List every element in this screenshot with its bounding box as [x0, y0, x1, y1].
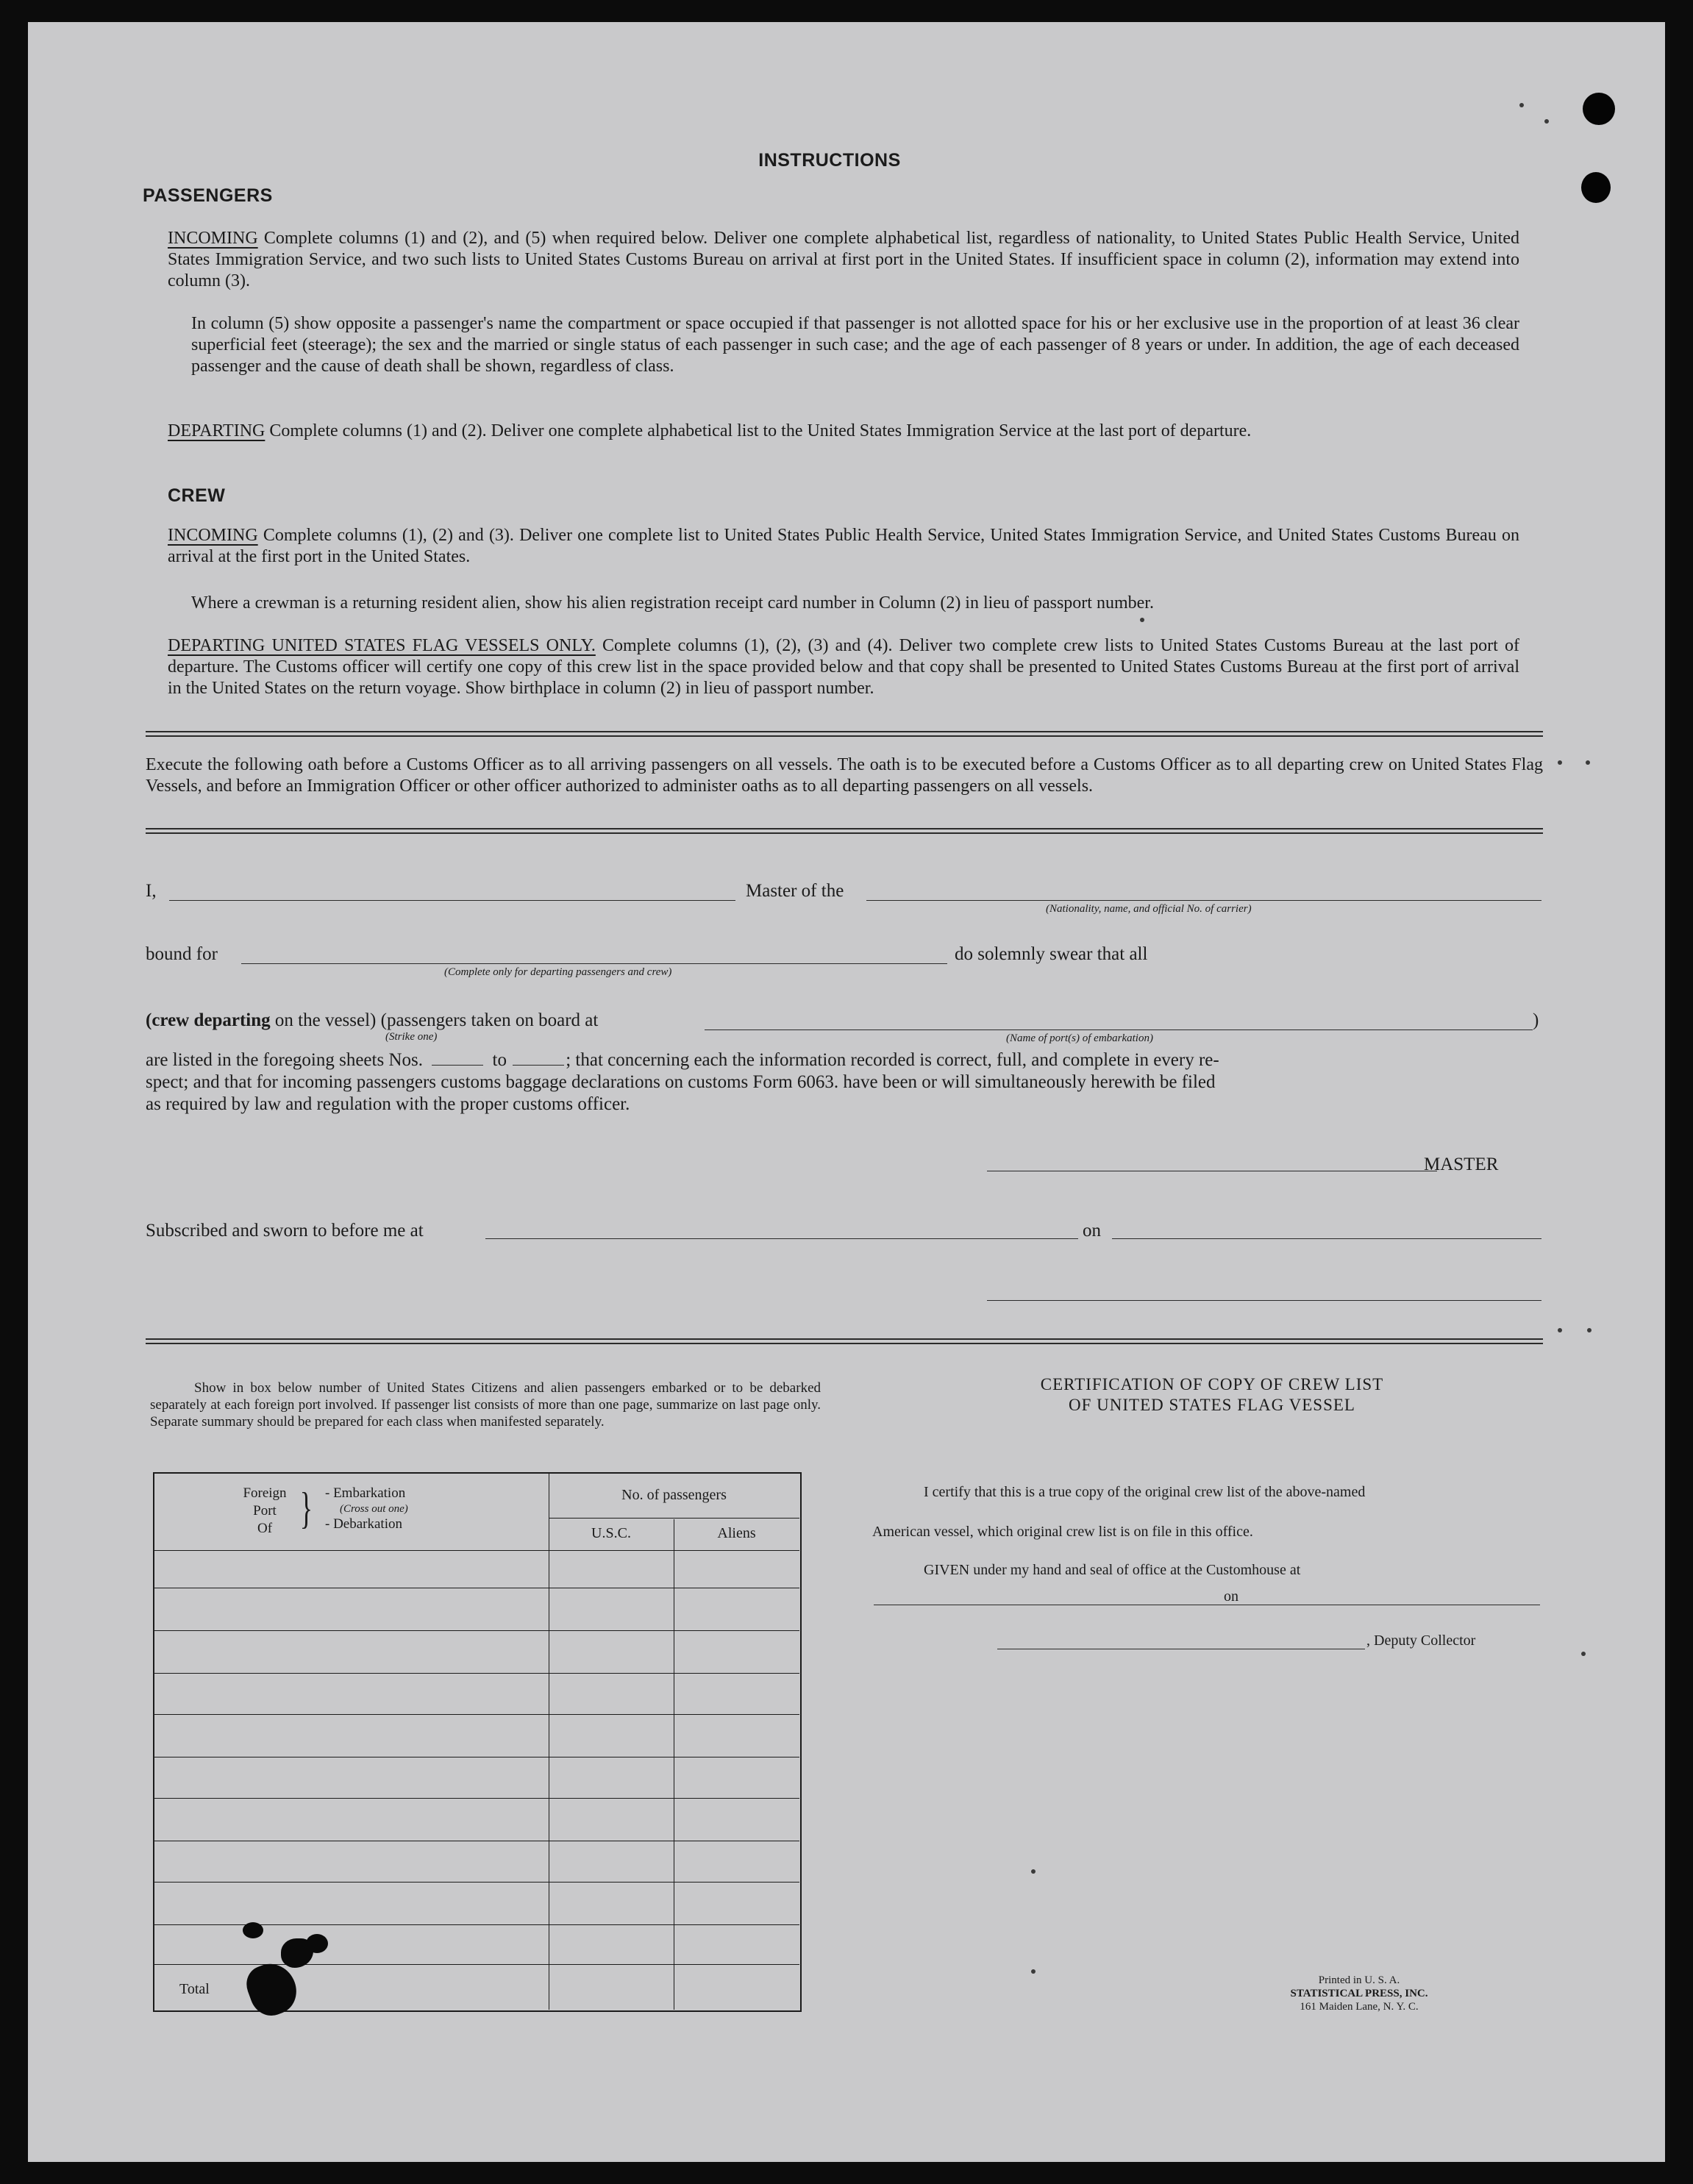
bound-for-label: bound for: [146, 944, 218, 964]
subscribed-on-label: on: [1083, 1221, 1101, 1241]
speck: [1031, 1969, 1036, 1974]
incoming-text: Complete columns (1) and (2), and (5) when required below. Deliver one complete alphabetical list, regardless of nationality, to United States Public Health Service, United States Immigration Service, and two such lists to United States Customs Bureau on arrival at first port in the United States. If insufficient space in column (2), information may extend into column (3).: [168, 229, 1519, 290]
departing-label: DEPARTING: [168, 421, 265, 440]
embarkation-port-field[interactable]: [705, 1029, 1533, 1030]
crew-incoming-text: Complete columns (1), (2) and (3). Deliver one complete list to United States Public Health Service, United States Immigration Service, and United States Customs Bureau on arrival at the first port in the United States.: [168, 526, 1520, 566]
total-label: Total: [179, 1981, 210, 1997]
table-row[interactable]: [154, 1674, 799, 1715]
incoming-label: INCOMING: [168, 229, 258, 248]
certify-text-1: I certify that this is a true copy of the original crew list of the above-named: [924, 1484, 1366, 1500]
table-row[interactable]: [154, 1550, 799, 1588]
speck: [1558, 1328, 1562, 1332]
certification-title-2: OF UNITED STATES FLAG VESSEL: [1069, 1396, 1355, 1414]
table-row[interactable]: [154, 1631, 799, 1674]
no-of-passengers-header: No. of passengers: [621, 1487, 727, 1503]
embarkation-label: - Embarkation: [325, 1485, 406, 1501]
strike-one-caption: (Strike one): [385, 1031, 438, 1043]
speck: [1544, 119, 1549, 124]
listed-to-label: to: [492, 1050, 507, 1070]
sheet-from-field[interactable]: [432, 1065, 483, 1066]
subscribed-date-field[interactable]: [1112, 1238, 1541, 1239]
of-label: Of: [257, 1521, 273, 1536]
punch-hole-top: [1583, 93, 1615, 125]
ink-blot: [306, 1934, 328, 1953]
table-row[interactable]: [154, 1757, 799, 1799]
subscribed-label: Subscribed and sworn to before me at: [146, 1221, 424, 1241]
crew-departing-label: DEPARTING UNITED STATES FLAG VESSELS ONLY.: [168, 636, 596, 655]
passengers-column5-text: In column (5) show opposite a passenger's name the compartment or space occupied if that passenger is not allotted space for his or her exclusive use in the proportion of at least 36 clear superficial feet (steerage); the sex and the married or single status of each passenger in such case; and the age of each passenger of 8 years or under. In addition, the age of each deceased passenger and the cause of death shall be shown, regardless of class.: [191, 314, 1519, 376]
port-label: Port: [253, 1503, 277, 1519]
listed-line-3: spect; and that for incoming passengers customs baggage declarations on customs Form 6063. have been or will simultaneously herewith be filed: [146, 1072, 1216, 1092]
table-row[interactable]: [154, 1841, 799, 1883]
master-of-the-label: Master of the: [746, 881, 844, 901]
carrier-caption: (Nationality, name, and official No. of carrier): [1046, 903, 1252, 915]
deputy-collector-label: , Deputy Collector: [1366, 1632, 1476, 1649]
close-paren: ): [1533, 1010, 1539, 1030]
aliens-header: Aliens: [717, 1525, 756, 1541]
speck: [1587, 1328, 1592, 1332]
passengers-incoming-block: [168, 228, 1519, 292]
printer-line-3: 161 Maiden Lane, N. Y. C.: [1300, 2001, 1419, 2013]
debarkation-label: - Debarkation: [325, 1516, 402, 1532]
crew-incoming-block: [168, 525, 1519, 568]
speck: [1558, 760, 1562, 765]
table-row[interactable]: [154, 1715, 799, 1757]
summary-instructions: Show in box below number of United States Citizens and alien passengers embarked or to be debarked separately at each foreign port involved. If passenger list consists of more than one page, summarize on last page only. Separate summary should be prepared for each class when manifested separately.: [150, 1380, 821, 1430]
speck: [1581, 1652, 1586, 1656]
passengers-under-line: [549, 1518, 799, 1519]
form-sheet: [28, 22, 1665, 2162]
ports-caption: (Name of port(s) of embarkation): [1006, 1032, 1153, 1044]
bound-for-caption: (Complete only for departing passengers and crew): [444, 966, 672, 978]
listed-line-1: [146, 1050, 1543, 1071]
printer-line-2: STATISTICAL PRESS, INC.: [1290, 1988, 1428, 1999]
crew-departing-block: [168, 635, 1519, 699]
cert-on-label: on: [1224, 1588, 1238, 1605]
speck: [1519, 103, 1524, 107]
crew-resident-text: Where a crewman is a returning resident alien, show his alien registration receipt card number in Column (2) in lieu of passport number.: [191, 593, 1154, 613]
printer-imprint: [1234, 1974, 1484, 2013]
crew-departing-oath-line: [146, 1010, 598, 1031]
sheet-to-field[interactable]: [513, 1065, 564, 1066]
punch-hole-second: [1581, 172, 1611, 203]
divider-bottom-2: [146, 1343, 1543, 1344]
table-row[interactable]: [154, 1799, 799, 1841]
oath-i-label: I,: [146, 881, 157, 901]
master-name-field[interactable]: [169, 900, 735, 901]
divider-mid-2: [146, 832, 1543, 834]
divider-mid-1: [146, 828, 1543, 829]
master-label: MASTER: [1424, 1155, 1499, 1174]
speck: [1140, 618, 1144, 622]
departing-text: Complete columns (1) and (2). Deliver one complete alphabetical list to the United States Immigration Service at the last port of departure.: [269, 421, 1252, 440]
listed-text-1: are listed in the foregoing sheets Nos.: [146, 1050, 423, 1070]
listed-line-4: as required by law and regulation with the proper customs officer.: [146, 1094, 630, 1114]
divider-top-2: [146, 735, 1543, 737]
speck: [1031, 1869, 1036, 1874]
on-the-vessel-label: on the vessel) (passengers taken on board at: [274, 1010, 599, 1030]
foreign-label: Foreign: [243, 1485, 287, 1501]
brace-icon: }: [299, 1484, 313, 1532]
divider-bottom-1: [146, 1338, 1543, 1340]
table-row[interactable]: [154, 1883, 799, 1925]
usc-header: U.S.C.: [591, 1525, 631, 1541]
ink-blot: [243, 1922, 263, 1938]
cross-out-label: (Cross out one): [340, 1503, 408, 1515]
divider-top-1: [146, 731, 1543, 732]
table-row[interactable]: [154, 1588, 799, 1631]
bound-for-field[interactable]: [241, 963, 947, 964]
speck: [1586, 760, 1590, 765]
printer-line-1: Printed in U. S. A.: [1318, 1974, 1400, 1986]
subscribed-place-field[interactable]: [485, 1238, 1078, 1239]
instructions-title: INSTRUCTIONS: [758, 150, 901, 171]
certification-title-1: CERTIFICATION OF COPY OF CREW LIST: [1040, 1375, 1384, 1393]
carrier-field[interactable]: [866, 900, 1541, 901]
certify-text-2: American vessel, which original crew list is on file in this office.: [872, 1524, 1253, 1540]
officer-signature-field[interactable]: [987, 1300, 1541, 1301]
oath-intro: Execute the following oath before a Customs Officer as to all arriving passengers on all vessels. The oath is to be executed before a Customs Officer as to all departing crew on United States Flag Vessels, and before an Immigration Officer or other officer authorized to administer oaths as to all departing passengers on all vessels.: [146, 755, 1543, 796]
passengers-departing-block: [168, 421, 1519, 442]
given-text: GIVEN under my hand and seal of office at the Customhouse at: [924, 1562, 1301, 1578]
swear-label: do solemnly swear that all: [955, 944, 1148, 964]
listed-text-2: ; that concerning each the information recorded is correct, full, and complete in every re-: [566, 1050, 1219, 1070]
crew-departing-text: Complete columns (1), (2), (3) and (4). Deliver two complete crew lists to United States Customs Bureau at the last port of departure. The Customs officer will certify one copy of this crew list in the space provided below and that copy shall be presented to United States Customs Bureau at the first port of arrival in the United States on the return voyage. Show birthplace in column (2) in lieu of passport number.: [168, 636, 1519, 698]
crew-departing-oath-label: (crew departing: [146, 1010, 271, 1030]
crew-heading: CREW: [168, 485, 226, 506]
passengers-heading: PASSENGERS: [143, 185, 273, 206]
crew-incoming-label: INCOMING: [168, 526, 258, 545]
